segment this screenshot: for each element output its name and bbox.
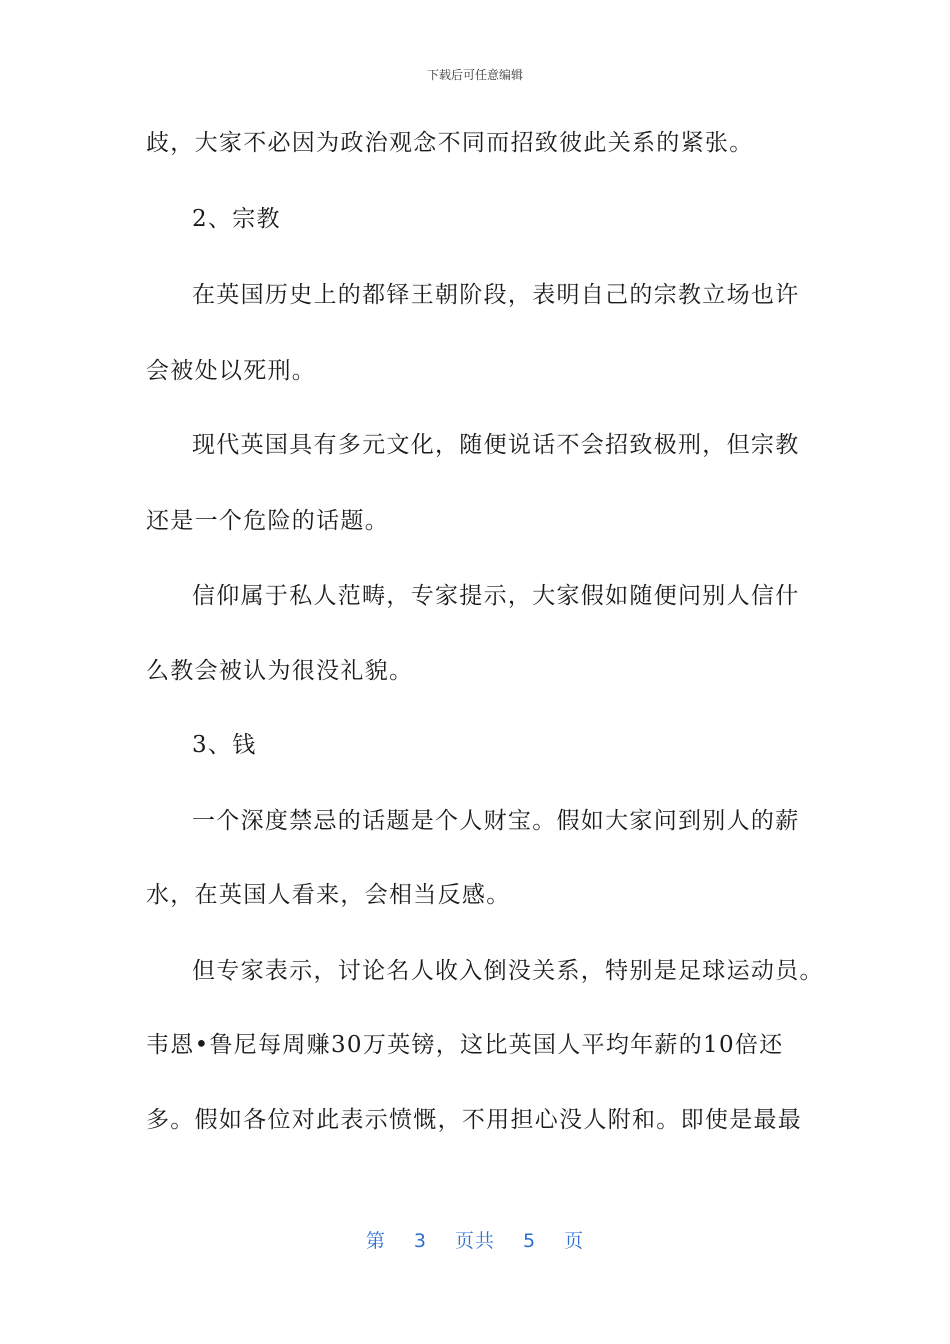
text-line-11: 水，在英国人看来，会相当反感。 bbox=[146, 882, 511, 908]
footer-current-page: 3 bbox=[413, 1230, 427, 1252]
section-heading-religion: 2、宗教 bbox=[192, 206, 281, 232]
page-footer bbox=[0, 1226, 950, 1253]
text-line-12: 但专家表示，讨论名人收入倒没关系，特别是足球运动员。 bbox=[192, 958, 824, 984]
text-line-4: 会被处以死刑。 bbox=[146, 358, 317, 384]
text-line-1: 歧，大家不必因为政治观念不同而招致彼此关系的紧张。 bbox=[146, 130, 754, 156]
footer-page-prefix: 第 bbox=[365, 1230, 386, 1252]
section-heading-money: 3、钱 bbox=[192, 732, 257, 758]
text-line-13: 韦恩•鲁尼每周赚30万英镑，这比英国人平均年薪的10倍还 bbox=[146, 1032, 784, 1058]
footer-total-pages: 5 bbox=[523, 1230, 537, 1252]
footer-page-mid: 页共 bbox=[454, 1230, 495, 1252]
footer-page-suffix: 页 bbox=[564, 1230, 585, 1252]
text-line-10: 一个深度禁忌的话题是个人财宝。假如大家问到别人的薪 bbox=[192, 808, 800, 834]
text-line-7: 信仰属于私人范畴，专家提示，大家假如随便问别人信什 bbox=[192, 583, 800, 609]
text-line-5: 现代英国具有多元文化，随便说话不会招致极刑，但宗教 bbox=[192, 432, 800, 458]
text-line-6: 还是一个危险的话题。 bbox=[146, 508, 389, 534]
text-line-14: 多。假如各位对此表示愤慨，不用担心没人附和。即使是最最 bbox=[146, 1107, 803, 1133]
text-line-8: 么教会被认为很没礼貌。 bbox=[146, 658, 414, 684]
text-line-3: 在英国历史上的都铎王朝阶段，表明自己的宗教立场也许 bbox=[192, 282, 800, 308]
page-header: 下载后可任意编辑 bbox=[426, 68, 523, 82]
